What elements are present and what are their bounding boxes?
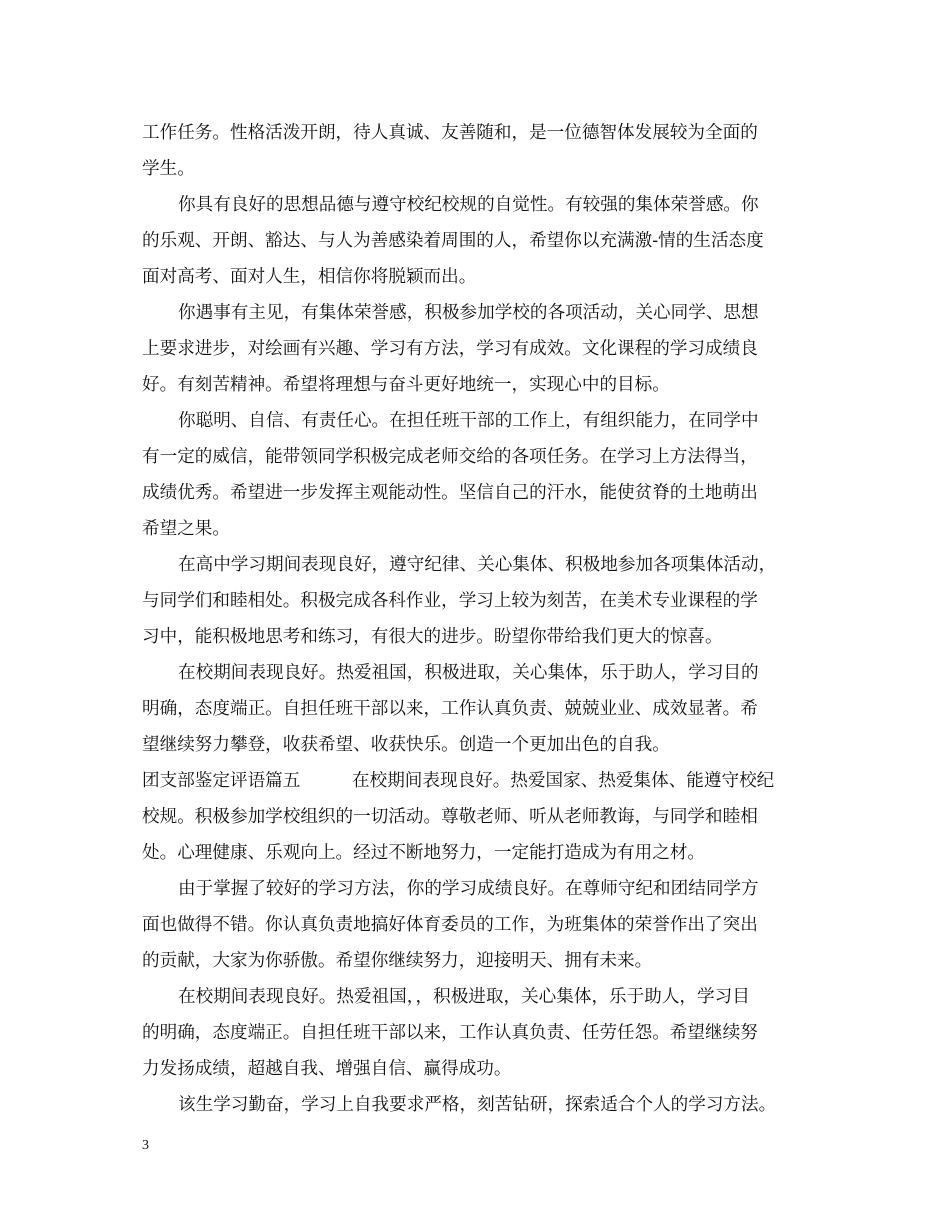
paragraph-start: 在校期间表现良好。热爱祖国，，积极进取，关心集体，乐于助人，学习目 [178, 987, 750, 1007]
text-line: 有一定的威信，能带领同学积极完成老师交给的各项任务。在学习上方法得当， [142, 447, 758, 467]
text-line: 望继续努力攀登，收获希望、收获快乐。创造一个更加出色的自我。 [142, 735, 670, 755]
paragraph-start: 由于掌握了较好的学习方法，你的学习成绩良好。在尊师守纪和团结同学方 [178, 879, 759, 899]
heading-line [142, 763, 817, 799]
paragraph-start: 在高中学习期间表现良好，遵守纪律、关心集体、积极地参加各项集体活动， [178, 555, 777, 575]
text-line: 明确，态度端正。自担任班干部以来，工作认真负责、兢兢业业、成效显著。希 [142, 699, 758, 719]
text-line: 校规。积极参加学校组织的一切活动。尊敬老师、听从老师教诲，与同学和睦相 [142, 807, 758, 827]
paragraph-start: 该生学习勤奋，学习上自我要求严格，刻苦钻研，探索适合个人的学习方法。 [178, 1095, 777, 1115]
section-heading: 团支部鉴定评语篇五 [142, 771, 301, 791]
paragraph-start: 你聪明、自信、有责任心。在担任班干部的工作上，有组织能力，在同学中 [178, 411, 759, 431]
text-line: 面对高考、面对人生，相信你将脱颖而出。 [142, 267, 477, 287]
text-line: 处。心理健康、乐观向上。经过不断地努力，一定能打造成为有用之材。 [142, 843, 706, 863]
text-line: 成绩优秀。希望进一步发挥主观能动性。坚信自己的汗水，能使贫脊的土地萌出 [142, 483, 758, 503]
text-line: 学生。 [142, 159, 195, 179]
text-line: 在校期间表现良好。热爱国家、热爱集体、能遵守校纪 [352, 771, 775, 791]
page-number: 3 [142, 1138, 149, 1153]
text-line: 面也做得不错。你认真负责地搞好体育委员的工作，为班集体的荣誉作出了突出 [142, 915, 758, 935]
text-line: 的明确，态度端正。自担任班干部以来，工作认真负责、任劳任怨。希望继续努 [142, 1023, 758, 1043]
text-line: 的贡献，大家为你骄傲。希望你继续努力，迎接明天、拥有未来。 [142, 951, 653, 971]
paragraph-start: 你具有良好的思想品德与遵守校纪校规的自觉性。有较强的集体荣誉感。你 [178, 195, 759, 215]
text-line: 的乐观、开朗、豁达、与人为善感染着周围的人，希望你以充满激-情的生活态度 [142, 231, 764, 251]
text-line: 好。有刻苦精神。希望将理想与奋斗更好地统一，实现心中的目标。 [142, 375, 670, 395]
text-line: 上要求进步，对绘画有兴趣、学习有方法，学习有成效。文化课程的学习成绩良 [142, 339, 758, 359]
document-body [142, 115, 817, 1123]
text-line: 与同学们和睦相处。积极完成各科作业，学习上较为刻苦，在美术专业课程的学 [142, 591, 758, 611]
paragraph-start: 在校期间表现良好。热爱祖国，积极进取，关心集体，乐于助人，学习目的 [178, 663, 759, 683]
paragraph-start: 你遇事有主见，有集体荣誉感，积极参加学校的各项活动，关心同学、思想 [178, 303, 759, 323]
text-line: 习中，能积极地思考和练习，有很大的进步。盼望你带给我们更大的惊喜。 [142, 627, 723, 647]
text-line: 力发扬成绩，超越自我、增强自信、赢得成功。 [142, 1059, 512, 1079]
text-line: 希望之果。 [142, 519, 230, 539]
text-line: 工作任务。性格活泼开朗，待人真诚、友善随和，是一位德智体发展较为全面的 [142, 123, 758, 143]
